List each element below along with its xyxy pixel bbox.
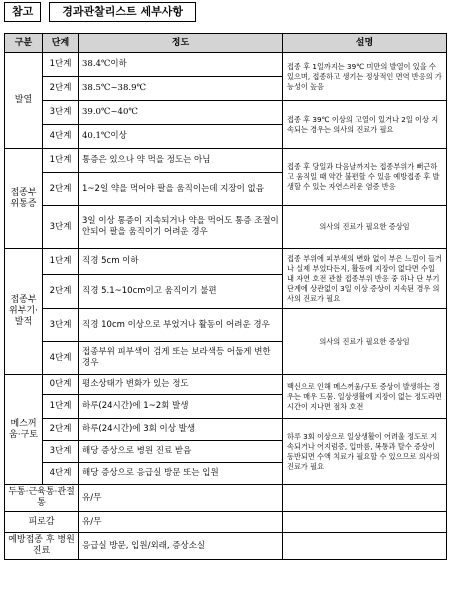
table-row xyxy=(5,485,447,512)
description-cell: 접종 후 39℃ 이상의 고열이 있거나 2일 이상 지속되는 경우는 의사의 진료가 필요 xyxy=(283,101,447,149)
degree-cell: 40.1℃이상 xyxy=(79,125,283,149)
degree-cell: 하루(24시간)에 3회 이상 발생 xyxy=(79,419,283,441)
level-cell: 4단계 xyxy=(43,125,79,149)
degree-cell: 하루(24시간)에 1~2회 발생 xyxy=(79,395,283,419)
level-cell: 2단계 xyxy=(43,77,79,101)
degree-cell: 접종부위 피부색이 검게 또는 보라색등 어둡게 변한 경우 xyxy=(79,342,283,375)
level-cell: 0단계 xyxy=(43,375,79,395)
degree-cell: 해당 증상으로 응급실 방문 또는 입원 xyxy=(79,463,283,485)
degree-cell: 통증은 있으나 약 먹을 정도는 아님 xyxy=(79,149,283,173)
page-title: 경과관찰리스트 세부사항 xyxy=(49,2,196,22)
col-header-degree: 정도 xyxy=(79,34,283,53)
table-row xyxy=(5,53,447,77)
table-row xyxy=(5,206,447,249)
observation-table xyxy=(4,33,447,560)
level-cell: 3단계 xyxy=(43,441,79,463)
level-cell: 4단계 xyxy=(43,342,79,375)
description-cell: 접종 부위에 피부색의 변화 없이 부은 느낌이 들거나 실제 부었다든지, 활동에 지장이 없다면 수일 내 자연 호전 관찰 접종부위 반응 중 하나 단 부기 단계에 상관없이 3일 이상 증상이 지속된 경우 의사의 진료가 필요 xyxy=(283,249,447,309)
level-cell: 2단계 xyxy=(43,173,79,206)
level-cell: 3단계 xyxy=(43,206,79,249)
col-header-description: 설명 xyxy=(283,34,447,53)
description-cell: 접종 후 1일까지는 39℃ 미만의 발열이 있을 수 있으며, 접종하고 생기는 정상적인 면역 반응의 가능성이 높음 xyxy=(283,53,447,101)
degree-cell: 직경 10cm 이상으로 부었거나 활동이 어려운 경우 xyxy=(79,309,283,342)
description-cell: 의사의 진료가 필요한 증상임 xyxy=(283,206,447,249)
empty-cell xyxy=(283,512,447,533)
degree-cell: 직경 5.1~10cm이고 움직이기 불편 xyxy=(79,275,283,309)
level-cell: 3단계 xyxy=(43,309,79,342)
level-cell: 1단계 xyxy=(43,395,79,419)
description-cell: 하루 3회 이상으로 일상생활이 어려울 정도로 지속되거나 어지럼증, 입마름, 복통과 탈수 증상이 동반되면 수액 치료가 필요할 수 있으므로 의사의 진료가 필요 xyxy=(283,419,447,485)
header xyxy=(4,2,196,22)
empty-cell xyxy=(283,533,447,560)
extra-label: 예방접종 후 병원진료 xyxy=(5,533,79,560)
degree-cell: 1~2일 약을 먹어야 팔을 움직이는데 지장이 없음 xyxy=(79,173,283,206)
table-row xyxy=(5,533,447,560)
category-fever: 발열 xyxy=(5,53,43,149)
table-row xyxy=(5,375,447,395)
extra-label: 피로감 xyxy=(5,512,79,533)
table-row xyxy=(5,101,447,125)
table-header-row xyxy=(5,34,447,53)
extra-value: 유/무 xyxy=(79,512,283,533)
col-header-level: 단계 xyxy=(43,34,79,53)
extra-value: 유/무 xyxy=(79,485,283,512)
table-row xyxy=(5,309,447,342)
level-cell: 1단계 xyxy=(43,249,79,275)
table-row xyxy=(5,419,447,441)
empty-cell xyxy=(283,485,447,512)
level-cell: 4단계 xyxy=(43,463,79,485)
degree-cell: 평소상태가 변화가 있는 정도 xyxy=(79,375,283,395)
level-cell: 2단계 xyxy=(43,419,79,441)
level-cell: 3단계 xyxy=(43,101,79,125)
level-cell: 2단계 xyxy=(43,275,79,309)
level-cell: 1단계 xyxy=(43,149,79,173)
description-cell: 백신으로 인해 메스꺼움/구토 증상이 발생하는 경우는 매우 드뭄. 일상생활에 지장이 없는 정도라면 시간이 지나면 점차 호전 xyxy=(283,375,447,419)
extra-label: 두통·근육통·관절통 xyxy=(5,485,79,512)
degree-cell: 직경 5cm 이하 xyxy=(79,249,283,275)
degree-cell: 38.5℃~38.9℃ xyxy=(79,77,283,101)
description-cell: 접종 후 당일과 다음날까지는 접종부위가 뻐근하고 움직일 때 약간 불편할 수 있음 예방접종 후 발생할 수 있는 자연스러운 염증 반응 xyxy=(283,149,447,206)
degree-cell: 39.0℃~40℃ xyxy=(79,101,283,125)
level-cell: 1단계 xyxy=(43,53,79,77)
table-row xyxy=(5,249,447,275)
reference-tag: 참고 xyxy=(4,2,41,22)
table-row xyxy=(5,512,447,533)
col-header-category: 구분 xyxy=(5,34,43,53)
degree-cell: 해당 증상으로 병원 진료 받음 xyxy=(79,441,283,463)
degree-cell: 38.4℃이하 xyxy=(79,53,283,77)
category-nausea-vomiting: 메스꺼움·구토 xyxy=(5,375,43,485)
description-cell: 의사의 진료가 필요한 증상임 xyxy=(283,309,447,375)
degree-cell: 3일 이상 통증이 지속되거나 약을 먹어도 통증 조절이 안되어 팔을 움직이기 어려운 경우 xyxy=(79,206,283,249)
extra-value: 응급실 방문, 입원/외래, 증상소실 xyxy=(79,533,283,560)
category-injection-site-pain: 접종부위통증 xyxy=(5,149,43,249)
table-row xyxy=(5,149,447,173)
category-injection-site-swelling: 접종부위부기·발적 xyxy=(5,249,43,375)
